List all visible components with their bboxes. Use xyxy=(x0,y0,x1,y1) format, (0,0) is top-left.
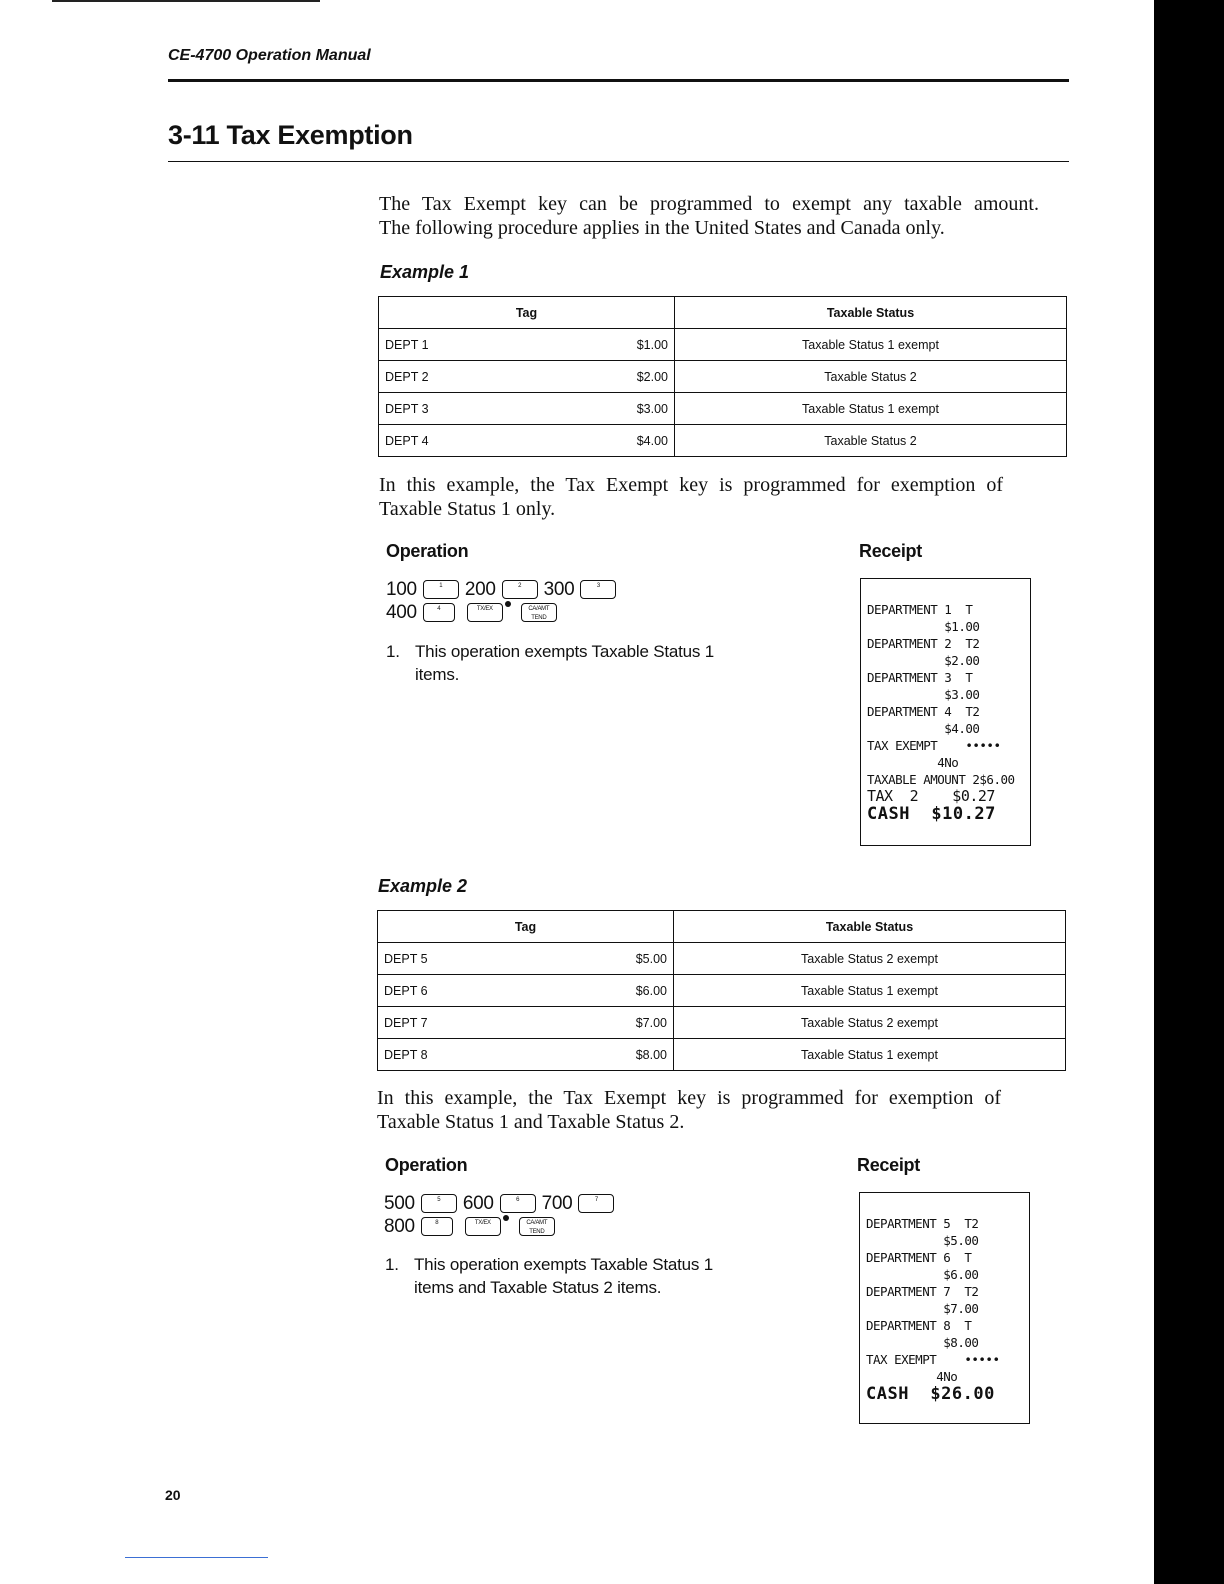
table-header-row xyxy=(379,297,1067,329)
dept-1-key: 1 xyxy=(423,580,459,599)
table-header-row xyxy=(378,911,1066,943)
entry-amount: 300 xyxy=(543,579,575,600)
note-line-2: items and Taxable Status 2 items. xyxy=(414,1278,662,1297)
receipt-line: $7.00 xyxy=(866,1301,979,1316)
entry-amount: 500 xyxy=(384,1193,415,1214)
example-2-label: Example 2 xyxy=(378,876,468,896)
intro-line-1: The Tax Exempt key can be programmed to exempt any taxable amount. xyxy=(379,193,1039,215)
receipt-line: DEPARTMENT 4 T2 xyxy=(867,704,980,719)
status-cell: Taxable Status 2 exempt xyxy=(674,943,1066,975)
dept-cell: DEPT 6 xyxy=(384,983,428,998)
example-2-table xyxy=(377,910,1066,1071)
dept-cell: DEPT 3 xyxy=(385,401,429,416)
receipt-2 xyxy=(859,1192,1030,1424)
receipt-line: TAX EXEMPT ••••• xyxy=(867,738,1001,753)
dept-4-key: 4 xyxy=(423,603,455,622)
table-row xyxy=(378,1039,1066,1071)
col-header-status: Taxable Status xyxy=(675,297,1067,329)
desc-line-1: In this example, the Tax Exempt key is programmed for exemption of xyxy=(377,1087,1001,1109)
table-row xyxy=(379,329,1067,361)
dept-7-key: 7 xyxy=(578,1194,614,1213)
receipt-label: Receipt xyxy=(859,541,922,561)
table-row xyxy=(378,943,1066,975)
entry-amount: 400 xyxy=(386,602,417,623)
amount-cell: $4.00 xyxy=(636,433,668,448)
amount-cell: $3.00 xyxy=(636,401,668,416)
page-number: 20 xyxy=(165,1487,181,1503)
section-rule xyxy=(168,161,1069,162)
receipt-line: DEPARTMENT 2 T2 xyxy=(867,636,980,651)
amount-cell: $6.00 xyxy=(635,983,667,998)
amount-cell: $8.00 xyxy=(635,1047,667,1062)
note-marker-dot xyxy=(505,601,511,607)
dept-cell: DEPT 2 xyxy=(385,369,429,384)
receipt-line: DEPARTMENT 7 T2 xyxy=(866,1284,979,1299)
table-row xyxy=(379,393,1067,425)
receipt-1 xyxy=(860,578,1031,846)
dept-cell: DEPT 4 xyxy=(385,433,429,448)
section-title: 3-11 Tax Exemption xyxy=(168,120,413,150)
amount-cell: $5.00 xyxy=(635,951,667,966)
dept-6-key: 6 xyxy=(500,1194,536,1213)
dept-5-key: 5 xyxy=(421,1194,457,1213)
receipt-line: 4No xyxy=(867,755,959,770)
dept-cell: DEPT 8 xyxy=(384,1047,428,1062)
amount-cell: $1.00 xyxy=(636,337,668,352)
receipt-line: TAX EXEMPT ••••• xyxy=(866,1352,1000,1367)
note-number: 1. xyxy=(386,642,400,661)
table-row xyxy=(378,1007,1066,1039)
entry-amount: 600 xyxy=(462,1193,494,1214)
operation-label: Operation xyxy=(386,541,469,561)
status-cell: Taxable Status 2 xyxy=(675,425,1067,457)
entry-amount: 800 xyxy=(384,1216,415,1237)
receipt-label: Receipt xyxy=(857,1155,920,1175)
receipt-line: DEPARTMENT 5 T2 xyxy=(866,1216,979,1231)
receipt-line: $4.00 xyxy=(867,721,980,736)
tax-exempt-key: TX/EX xyxy=(467,603,503,622)
receipt-line: $8.00 xyxy=(866,1335,979,1350)
operation-note xyxy=(385,1253,714,1297)
status-cell: Taxable Status 1 exempt xyxy=(675,393,1067,425)
operation-sequence xyxy=(384,1192,620,1238)
receipt-line: TAXABLE AMOUNT 2$6.00 xyxy=(867,772,1015,787)
dept-cell: DEPT 1 xyxy=(385,337,429,352)
receipt-line: $3.00 xyxy=(867,687,980,702)
receipt-line: DEPARTMENT 3 T xyxy=(867,670,973,685)
tax-exempt-key: TX/EX xyxy=(465,1217,501,1236)
amount-cell: $7.00 xyxy=(635,1015,667,1030)
status-cell: Taxable Status 1 exempt xyxy=(675,329,1067,361)
operation-note xyxy=(386,640,715,684)
desc-line-2: Taxable Status 1 only. xyxy=(379,498,556,520)
table-row xyxy=(379,361,1067,393)
table-row xyxy=(379,425,1067,457)
receipt-total: CASH $10.27 xyxy=(867,804,996,824)
intro-paragraph xyxy=(379,192,1039,240)
scan-artifact-line xyxy=(52,0,320,2)
note-number: 1. xyxy=(385,1255,399,1274)
entry-amount: 100 xyxy=(386,579,417,600)
receipt-line: $1.00 xyxy=(867,619,980,634)
status-cell: Taxable Status 2 exempt xyxy=(674,1007,1066,1039)
status-cell: Taxable Status 2 xyxy=(675,361,1067,393)
receipt-line: $5.00 xyxy=(866,1233,979,1248)
status-cell: Taxable Status 1 exempt xyxy=(674,975,1066,1007)
desc-line-1: In this example, the Tax Exempt key is programmed for exemption of xyxy=(379,474,1003,496)
cash-tend-key: CA/AMT TEND xyxy=(519,1217,555,1236)
dept-3-key: 3 xyxy=(580,580,616,599)
note-marker-dot xyxy=(503,1215,509,1221)
example-1-description xyxy=(379,473,1003,521)
note-line-1: This operation exempts Taxable Status 1 xyxy=(415,642,715,661)
dept-8-key: 8 xyxy=(421,1217,453,1236)
example-1-label: Example 1 xyxy=(380,262,470,282)
operation-sequence xyxy=(386,578,622,624)
receipt-total: CASH $26.00 xyxy=(866,1384,995,1404)
entry-amount: 700 xyxy=(541,1193,573,1214)
receipt-line: TAX 2 $0.27 xyxy=(867,787,995,805)
example-2-description xyxy=(377,1086,1001,1134)
cash-tend-key: CA/AMT TEND xyxy=(521,603,557,622)
receipt-line: DEPARTMENT 8 T xyxy=(866,1318,972,1333)
col-header-tag: Tag xyxy=(378,911,674,943)
col-header-tag: Tag xyxy=(379,297,675,329)
note-line-1: This operation exempts Taxable Status 1 xyxy=(414,1255,714,1274)
receipt-line: $2.00 xyxy=(867,653,980,668)
receipt-line: 4No xyxy=(866,1369,958,1384)
receipt-line: $6.00 xyxy=(866,1267,979,1282)
note-line-2: items. xyxy=(415,665,460,684)
running-header: CE-4700 Operation Manual xyxy=(168,47,371,64)
receipt-line: DEPARTMENT 1 T xyxy=(867,602,973,617)
operation-label: Operation xyxy=(385,1155,468,1175)
col-header-status: Taxable Status xyxy=(674,911,1066,943)
dept-cell: DEPT 5 xyxy=(384,951,428,966)
receipt-line: DEPARTMENT 6 T xyxy=(866,1250,972,1265)
entry-amount: 200 xyxy=(464,579,496,600)
scan-artifact-line xyxy=(125,1557,268,1558)
example-1-table xyxy=(378,296,1067,457)
desc-line-2: Taxable Status 1 and Taxable Status 2. xyxy=(377,1111,685,1133)
table-row xyxy=(378,975,1066,1007)
amount-cell: $2.00 xyxy=(636,369,668,384)
scan-edge-shadow xyxy=(1154,0,1224,1584)
dept-2-key: 2 xyxy=(502,580,538,599)
intro-line-2: The following procedure applies in the United States and Canada only. xyxy=(379,217,945,239)
dept-cell: DEPT 7 xyxy=(384,1015,428,1030)
header-rule xyxy=(168,79,1069,82)
status-cell: Taxable Status 1 exempt xyxy=(674,1039,1066,1071)
